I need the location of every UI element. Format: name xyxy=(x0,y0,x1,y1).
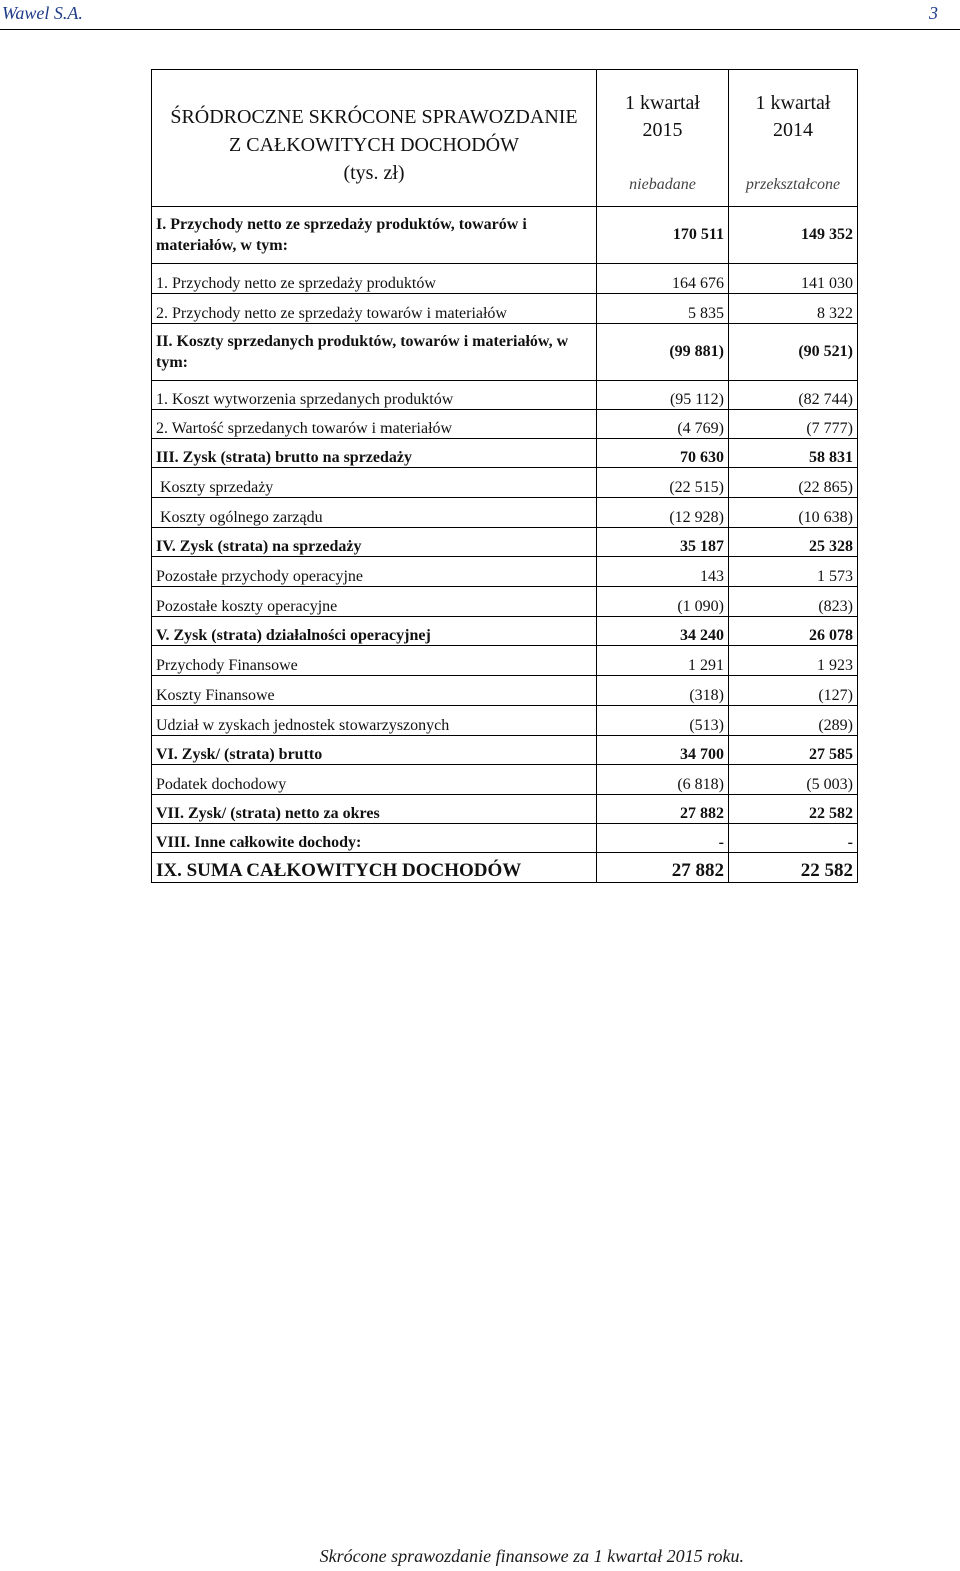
row-label: Udział w zyskach jednostek stowarzyszonych xyxy=(152,706,597,736)
column-header-2014 xyxy=(729,70,858,164)
row-value-2015: 34 700 xyxy=(597,736,729,765)
row-value-2014: (90 521) xyxy=(729,324,858,381)
row-label: 1. Przychody netto ze sprzedaży produktów xyxy=(152,264,597,294)
row-value-2014: 149 352 xyxy=(729,207,858,264)
row-label: IV. Zysk (strata) na sprzedaży xyxy=(152,528,597,557)
row-value-2014: 26 078 xyxy=(729,617,858,646)
row-label: 2. Wartość sprzedanych towarów i materiałów xyxy=(152,410,597,439)
row-value-2015: 170 511 xyxy=(597,207,729,264)
row-value-2014: (5 003) xyxy=(729,765,858,795)
page-footer: Skrócone sprawozdanie finansowe za 1 kwartał 2015 roku. xyxy=(319,1546,744,1566)
row-value-2015: 27 882 xyxy=(597,795,729,824)
column-header-2015-year: 2015 xyxy=(642,118,683,141)
row-value-2015: 34 240 xyxy=(597,617,729,646)
page-header xyxy=(0,0,960,30)
table-row xyxy=(152,324,858,381)
table-row xyxy=(152,706,858,736)
row-value-2014: (22 865) xyxy=(729,468,858,498)
title-line-1: ŚRÓDROCZNE SKRÓCONE SPRAWOZDANIE xyxy=(170,106,578,128)
table-row xyxy=(152,528,858,557)
row-value-2014: 1 923 xyxy=(729,646,858,676)
table-row xyxy=(152,736,858,765)
table-row xyxy=(152,587,858,617)
row-value-2014: 8 322 xyxy=(729,294,858,324)
table-row xyxy=(152,264,858,294)
row-value-2015: 164 676 xyxy=(597,264,729,294)
table-row xyxy=(152,207,858,264)
row-value-2015: (1 090) xyxy=(597,587,729,617)
row-value-2015: (22 515) xyxy=(597,468,729,498)
row-value-2014: (10 638) xyxy=(729,498,858,528)
table-row xyxy=(152,617,858,646)
table-row xyxy=(152,824,858,853)
table-row xyxy=(152,853,858,883)
company-name: Wawel S.A. xyxy=(2,3,83,23)
title-line-2: Z CAŁKOWITYCH DOCHODÓW xyxy=(229,134,519,156)
row-value-2014: (7 777) xyxy=(729,410,858,439)
row-label: VIII. Inne całkowite dochody: xyxy=(152,824,597,853)
row-value-2015: (318) xyxy=(597,676,729,706)
row-value-2015: (6 818) xyxy=(597,765,729,795)
row-label: Podatek dochodowy xyxy=(152,765,597,795)
table-row xyxy=(152,795,858,824)
page-number: 3 xyxy=(929,3,938,23)
row-label: I. Przychody netto ze sprzedaży produktów, towarów i materiałów, w tym: xyxy=(152,207,597,264)
row-label: Pozostałe koszty operacyjne xyxy=(152,587,597,617)
table-row xyxy=(152,498,858,528)
column-subheader-2015: niebadane xyxy=(597,164,729,207)
row-label: 2. Przychody netto ze sprzedaży towarów i materiałów xyxy=(152,294,597,324)
table-row xyxy=(152,410,858,439)
row-label: VII. Zysk/ (strata) netto za okres xyxy=(152,795,597,824)
row-value-2014: 22 582 xyxy=(729,853,858,883)
row-value-2015: 5 835 xyxy=(597,294,729,324)
table-row xyxy=(152,294,858,324)
row-value-2015: (99 881) xyxy=(597,324,729,381)
row-value-2014: - xyxy=(729,824,858,853)
statement-title xyxy=(152,70,597,207)
row-value-2015: (513) xyxy=(597,706,729,736)
row-value-2014: (127) xyxy=(729,676,858,706)
table-row xyxy=(152,557,858,587)
row-value-2014: (82 744) xyxy=(729,381,858,410)
table-row xyxy=(152,646,858,676)
row-value-2015: - xyxy=(597,824,729,853)
row-value-2014: (289) xyxy=(729,706,858,736)
row-value-2015: (4 769) xyxy=(597,410,729,439)
table-row xyxy=(152,439,858,468)
row-label: Przychody Finansowe xyxy=(152,646,597,676)
row-label: V. Zysk (strata) działalności operacyjnej xyxy=(152,617,597,646)
row-label: Pozostałe przychody operacyjne xyxy=(152,557,597,587)
title-line-3: (tys. zł) xyxy=(343,162,405,184)
row-value-2014: 141 030 xyxy=(729,264,858,294)
row-value-2014: 25 328 xyxy=(729,528,858,557)
row-label: Koszty Finansowe xyxy=(152,676,597,706)
row-label: Koszty sprzedaży xyxy=(152,468,597,498)
row-label: VI. Zysk/ (strata) brutto xyxy=(152,736,597,765)
table-row xyxy=(152,765,858,795)
table-row xyxy=(152,676,858,706)
column-header-2014-period: 1 kwartał xyxy=(755,91,831,114)
row-value-2015: 1 291 xyxy=(597,646,729,676)
row-label: 1. Koszt wytworzenia sprzedanych produktów xyxy=(152,381,597,410)
table-row xyxy=(152,381,858,410)
row-label: II. Koszty sprzedanych produktów, towarów i materiałów, w tym: xyxy=(152,324,597,381)
column-header-2015-period: 1 kwartał xyxy=(625,91,700,114)
row-label: Koszty ogólnego zarządu xyxy=(152,498,597,528)
column-header-2014-year: 2014 xyxy=(773,118,813,141)
column-subheader-2014: przekształcone xyxy=(729,164,858,207)
row-label: IX. SUMA CAŁKOWITYCH DOCHODÓW xyxy=(152,853,597,883)
row-value-2014: 58 831 xyxy=(729,439,858,468)
row-value-2015: (12 928) xyxy=(597,498,729,528)
income-statement-table xyxy=(151,69,858,883)
row-value-2014: 1 573 xyxy=(729,557,858,587)
table-row xyxy=(152,468,858,498)
column-header-2015 xyxy=(597,70,729,164)
row-value-2015: 35 187 xyxy=(597,528,729,557)
row-value-2014: (823) xyxy=(729,587,858,617)
row-value-2015: (95 112) xyxy=(597,381,729,410)
row-value-2015: 143 xyxy=(597,557,729,587)
row-value-2015: 27 882 xyxy=(597,853,729,883)
row-value-2015: 70 630 xyxy=(597,439,729,468)
row-value-2014: 27 585 xyxy=(729,736,858,765)
row-label: III. Zysk (strata) brutto na sprzedaży xyxy=(152,439,597,468)
row-value-2014: 22 582 xyxy=(729,795,858,824)
